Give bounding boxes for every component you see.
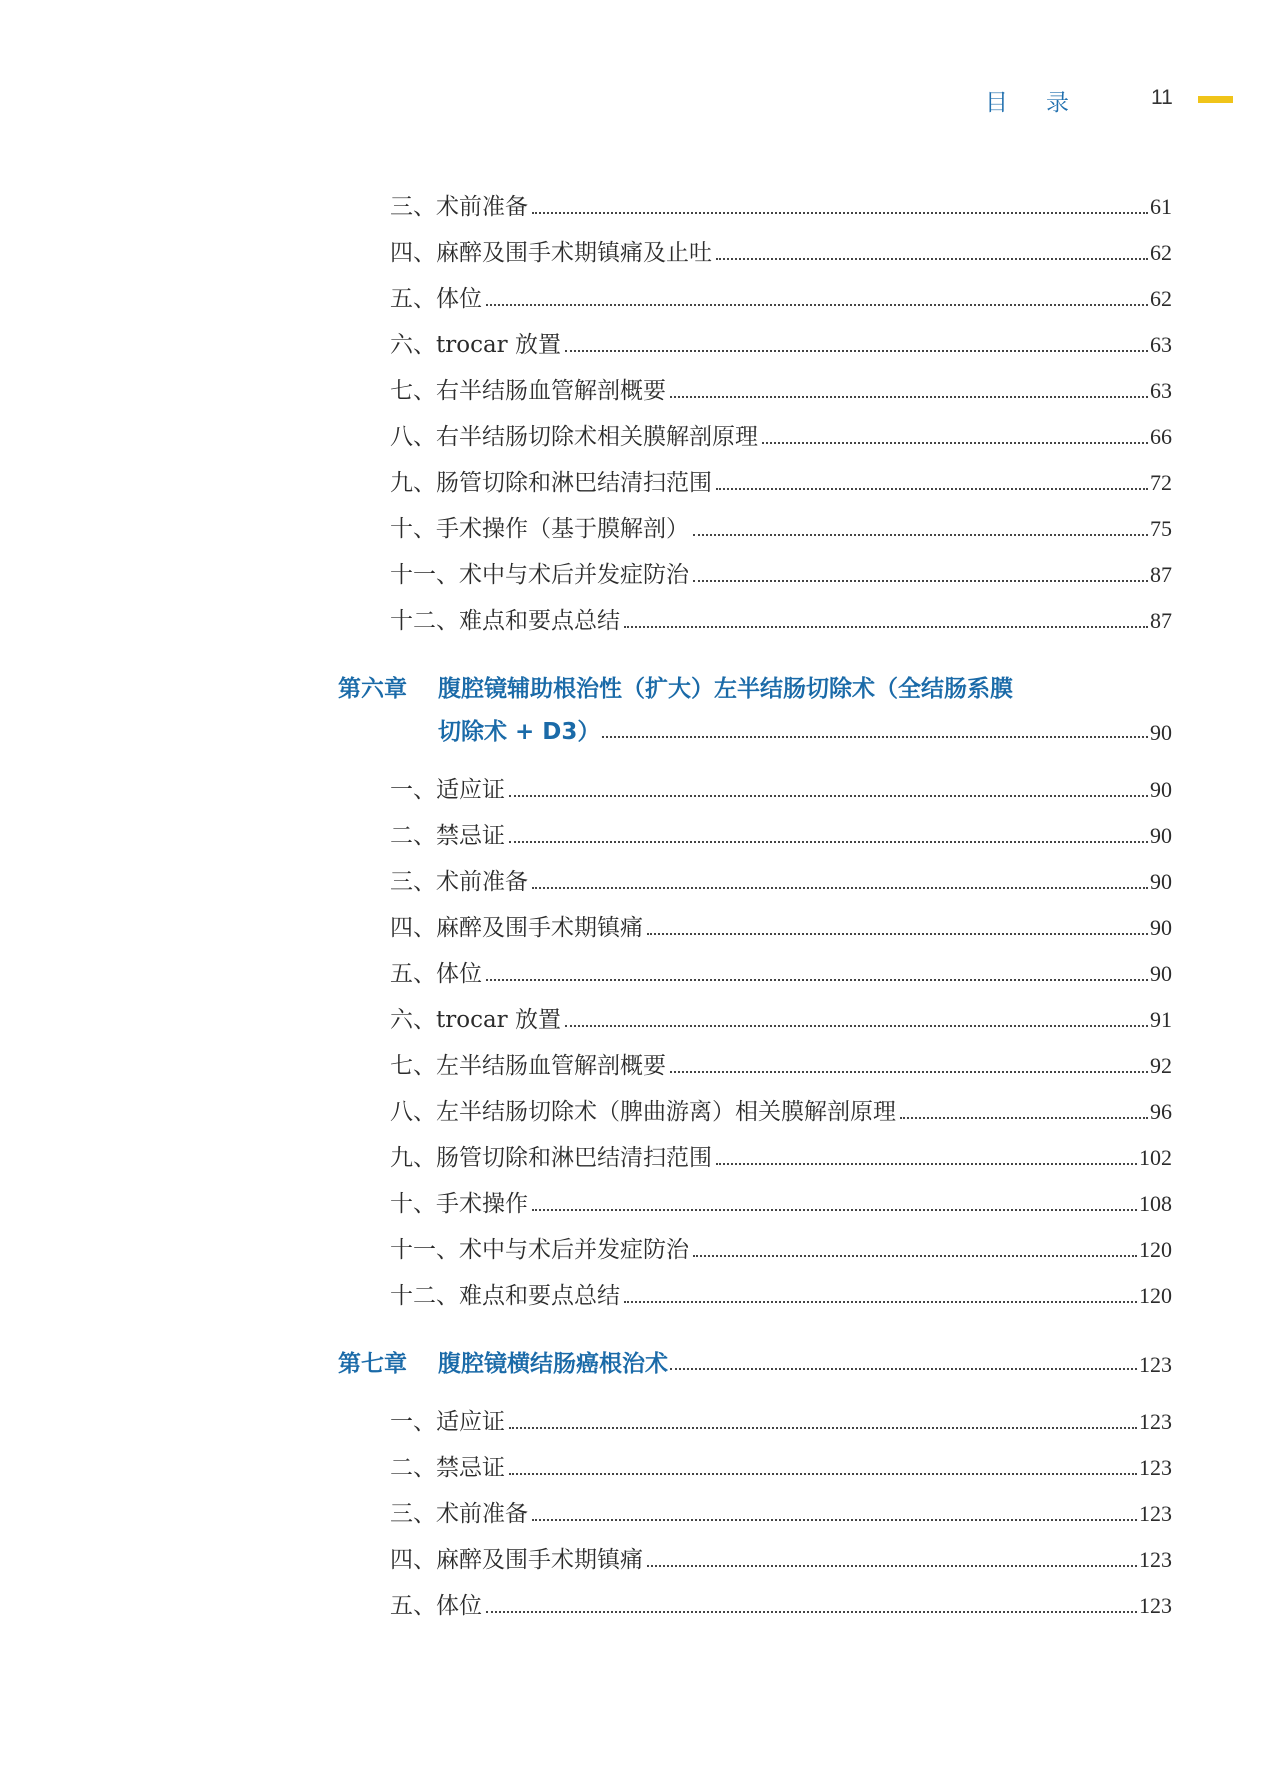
leader-dots <box>624 626 1148 628</box>
toc-entry-page: 123 <box>1139 1593 1172 1618</box>
toc-entry[interactable] <box>390 1047 1172 1081</box>
toc-entry[interactable] <box>390 418 1172 452</box>
toc-entry-page: 123 <box>1139 1409 1172 1434</box>
leader-dots <box>693 534 1148 536</box>
toc-entry-page: 63 <box>1150 332 1172 357</box>
leader-dots <box>670 1368 1137 1370</box>
toc-entry-page: 108 <box>1139 1191 1172 1216</box>
toc-entry-label: 六、trocar 放置 <box>390 332 561 358</box>
toc-entry-page: 96 <box>1150 1099 1172 1124</box>
leader-dots <box>624 1301 1137 1303</box>
leader-dots <box>532 1209 1137 1211</box>
toc-entry[interactable] <box>390 1139 1172 1173</box>
toc-entry[interactable] <box>390 1001 1172 1035</box>
toc-entry-label: 三、术前准备 <box>390 194 528 220</box>
toc-entry-label: 十、手术操作 <box>390 1191 528 1217</box>
toc-entry[interactable] <box>390 556 1172 590</box>
chapter-page: 123 <box>1139 1352 1172 1377</box>
toc-entry[interactable] <box>390 1449 1172 1483</box>
chapter-title: 腹腔镜辅助根治性（扩大）左半结肠切除术（全结肠系膜 <box>438 676 1013 702</box>
leader-dots <box>565 350 1148 352</box>
toc-entry-label: 二、禁忌证 <box>390 1455 505 1481</box>
toc-entry-page: 72 <box>1150 470 1172 495</box>
toc-entry-page: 87 <box>1150 608 1172 633</box>
leader-dots <box>532 887 1148 889</box>
toc-entry-label: 一、适应证 <box>390 777 505 803</box>
chapter-title-continued: 切除术 + D3） <box>438 719 601 745</box>
leader-dots <box>716 488 1148 490</box>
leader-dots <box>900 1117 1148 1119</box>
toc-entry-label: 二、禁忌证 <box>390 823 505 849</box>
toc-entry-page: 120 <box>1139 1283 1172 1308</box>
toc-entry[interactable] <box>390 955 1172 989</box>
chapter-page: 90 <box>1150 720 1172 745</box>
toc-entry[interactable] <box>390 771 1172 805</box>
toc-entry-page: 62 <box>1150 240 1172 265</box>
leader-dots <box>532 212 1148 214</box>
leader-dots <box>647 933 1148 935</box>
toc-entry-label: 十一、术中与术后并发症防治 <box>390 562 689 588</box>
toc-entry-label: 八、左半结肠切除术（脾曲游离）相关膜解剖原理 <box>390 1099 896 1125</box>
toc-entry[interactable] <box>390 1495 1172 1529</box>
toc-entry-page: 92 <box>1150 1053 1172 1078</box>
toc-entry-page: 62 <box>1150 286 1172 311</box>
toc-entry-page: 123 <box>1139 1455 1172 1480</box>
toc-entry-label: 九、肠管切除和淋巴结清扫范围 <box>390 470 712 496</box>
toc-entry[interactable] <box>390 1277 1172 1311</box>
toc-entry-page: 123 <box>1139 1547 1172 1572</box>
toc-entry[interactable] <box>390 1093 1172 1127</box>
chapter-title: 腹腔镜横结肠癌根治术 <box>438 1351 668 1377</box>
toc-entry-label: 四、麻醉及围手术期镇痛及止吐 <box>390 240 712 266</box>
leader-dots <box>509 795 1148 797</box>
leader-dots <box>762 442 1148 444</box>
toc-entry-label: 六、trocar 放置 <box>390 1007 561 1033</box>
leader-dots <box>509 841 1148 843</box>
chapter-heading-line[interactable] <box>438 712 1172 746</box>
leader-dots <box>486 979 1148 981</box>
header-page-number: 11 <box>1151 86 1173 109</box>
toc-entry[interactable] <box>390 464 1172 498</box>
toc-entry[interactable] <box>390 372 1172 406</box>
toc-entry-label: 四、麻醉及围手术期镇痛 <box>390 1547 643 1573</box>
leader-dots <box>716 258 1148 260</box>
toc-entry-label: 十二、难点和要点总结 <box>390 608 620 634</box>
toc-entry-page: 66 <box>1150 424 1172 449</box>
toc-entry-label: 十二、难点和要点总结 <box>390 1283 620 1309</box>
leader-dots <box>486 1611 1137 1613</box>
toc-entry[interactable] <box>390 1587 1172 1621</box>
toc-entry-label: 十、手术操作（基于膜解剖） <box>390 516 689 542</box>
toc-entry-page: 90 <box>1150 869 1172 894</box>
toc-entry[interactable] <box>390 1541 1172 1575</box>
toc-entry-page: 102 <box>1139 1145 1172 1170</box>
toc-entry[interactable] <box>390 863 1172 897</box>
toc-entry-page: 90 <box>1150 915 1172 940</box>
toc-entry-label: 七、左半结肠血管解剖概要 <box>390 1053 666 1079</box>
toc-entry[interactable] <box>390 326 1172 360</box>
leader-dots <box>565 1025 1148 1027</box>
toc-entry[interactable] <box>390 188 1172 222</box>
leader-dots <box>647 1565 1137 1567</box>
toc-entry-label: 三、术前准备 <box>390 869 528 895</box>
toc-entry[interactable] <box>390 817 1172 851</box>
toc-entry[interactable] <box>390 234 1172 268</box>
leader-dots <box>670 396 1148 398</box>
toc-entry-label: 五、体位 <box>390 286 482 312</box>
toc-entry[interactable] <box>390 1403 1172 1437</box>
toc-entry-label: 四、麻醉及围手术期镇痛 <box>390 915 643 941</box>
page-header <box>0 84 1280 120</box>
leader-dots <box>693 580 1148 582</box>
chapter-number: 第七章 <box>338 1351 407 1377</box>
toc-entry-label: 七、右半结肠血管解剖概要 <box>390 378 666 404</box>
toc-entry-page: 90 <box>1150 961 1172 986</box>
toc-entry-label: 十一、术中与术后并发症防治 <box>390 1237 689 1263</box>
toc-entry-page: 120 <box>1139 1237 1172 1262</box>
toc-entry-page: 90 <box>1150 777 1172 802</box>
toc-entry[interactable] <box>390 510 1172 544</box>
toc-entry-page: 123 <box>1139 1501 1172 1526</box>
toc-entry-page: 63 <box>1150 378 1172 403</box>
toc-entry[interactable] <box>390 909 1172 943</box>
leader-dots <box>509 1473 1137 1475</box>
leader-dots <box>532 1519 1137 1521</box>
toc-entry[interactable] <box>390 602 1172 636</box>
toc-entry-page: 75 <box>1150 516 1172 541</box>
toc-entry[interactable] <box>390 1185 1172 1219</box>
toc-entry[interactable] <box>390 280 1172 314</box>
toc-entry-label: 三、术前准备 <box>390 1501 528 1527</box>
leader-dots <box>602 736 1148 738</box>
toc-entry-label: 一、适应证 <box>390 1409 505 1435</box>
leader-dots <box>693 1255 1137 1257</box>
header-accent-bar <box>1198 96 1233 103</box>
chapter-heading[interactable] <box>338 1344 1172 1378</box>
toc-entry-label: 八、右半结肠切除术相关膜解剖原理 <box>390 424 758 450</box>
leader-dots <box>509 1427 1137 1429</box>
toc-entry[interactable] <box>390 1231 1172 1265</box>
toc-entry-label: 五、体位 <box>390 1593 482 1619</box>
toc-entry-label: 九、肠管切除和淋巴结清扫范围 <box>390 1145 712 1171</box>
toc-entry-page: 90 <box>1150 823 1172 848</box>
toc-entry-label: 五、体位 <box>390 961 482 987</box>
toc-entry-page: 61 <box>1150 194 1172 219</box>
toc-entry-page: 87 <box>1150 562 1172 587</box>
chapter-number: 第六章 <box>338 676 407 702</box>
header-title: 目录 <box>985 90 1107 116</box>
leader-dots <box>486 304 1148 306</box>
leader-dots <box>670 1071 1148 1073</box>
leader-dots <box>716 1163 1137 1165</box>
toc-entry-page: 91 <box>1150 1007 1172 1032</box>
